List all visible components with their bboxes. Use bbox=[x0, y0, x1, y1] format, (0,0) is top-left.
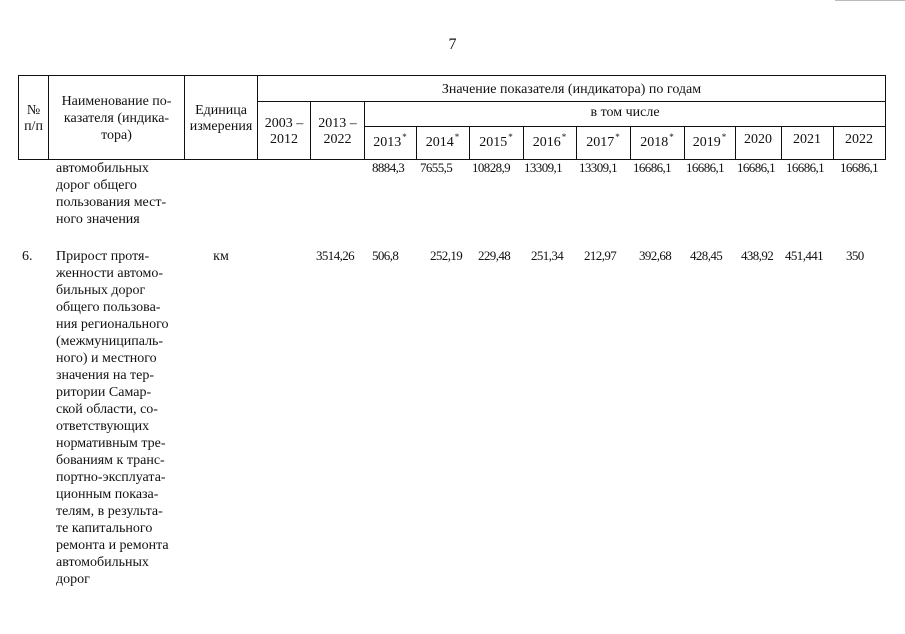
value-cell-2020: 16686,1 bbox=[737, 160, 776, 175]
value-cell-2021: 16686,1 bbox=[786, 160, 825, 175]
header-including: в том числе bbox=[590, 105, 660, 120]
value-cell-2019: 428,45 bbox=[690, 248, 723, 263]
row-number: 6. bbox=[22, 249, 33, 264]
year-header-2022: 2022 bbox=[845, 132, 873, 147]
row-name: автомобильных дорог общего пользования мест- ного значения bbox=[56, 161, 167, 227]
year-header-2021: 2021 bbox=[793, 132, 821, 147]
year-header-2019: 2019* bbox=[692, 132, 727, 150]
value-cell-2018: 16686,1 bbox=[633, 160, 672, 175]
header-values-by-year: Значение показателя (индикатора) по годам bbox=[441, 82, 702, 97]
year-header-2018: 2018* bbox=[640, 132, 674, 150]
row-unit: км bbox=[213, 249, 229, 264]
value-cell-2020: 438,92 bbox=[741, 248, 774, 263]
value-cell-2014: 7655,5 bbox=[420, 160, 453, 175]
year-header-2015: 2015* bbox=[479, 132, 513, 150]
page-number: 7 bbox=[448, 36, 457, 53]
value-cell-2019: 16686,1 bbox=[686, 160, 725, 175]
year-header-2013: 2013* bbox=[373, 132, 407, 150]
page-corner-mark bbox=[835, 0, 905, 1]
value-cell-2014: 252,19 bbox=[430, 248, 463, 263]
year-header-2017: 2017* bbox=[586, 132, 620, 150]
value-cell-2015: 229,48 bbox=[478, 248, 511, 263]
value-cell-2017: 13309,1 bbox=[579, 160, 618, 175]
value-cell-2021: 451,441 bbox=[785, 248, 824, 263]
year-header-2020: 2020 bbox=[744, 132, 772, 147]
row-period-2013-2022: 3514,26 bbox=[316, 248, 355, 263]
year-header-2016: 2016* bbox=[532, 132, 567, 150]
value-cell-2013: 8884,3 bbox=[372, 160, 405, 175]
year-header-2014: 2014* bbox=[425, 132, 460, 150]
value-cell-2022: 16686,1 bbox=[840, 160, 879, 175]
value-cell-2013: 506,8 bbox=[372, 248, 399, 263]
value-cell-2016: 13309,1 bbox=[524, 160, 563, 175]
value-cell-2022: 350 bbox=[846, 248, 864, 263]
value-cell-2015: 10828,9 bbox=[472, 160, 511, 175]
value-cell-2017: 212,97 bbox=[584, 248, 617, 263]
row-name: Прирост протя- женности автомо- бильных дорог общего пользова- ния регионального (межмуниципаль- ного) и местного значения на тер- ритории Самар- ской области, со- ответствующих нормативным тре- бованиям к транс- портно-эксплуата- ционным показа- телям, в результа- те капитального ремонта и ремонта автомобильных дорог bbox=[56, 249, 169, 587]
value-cell-2016: 251,34 bbox=[531, 248, 564, 263]
value-cell-2018: 392,68 bbox=[639, 248, 672, 263]
